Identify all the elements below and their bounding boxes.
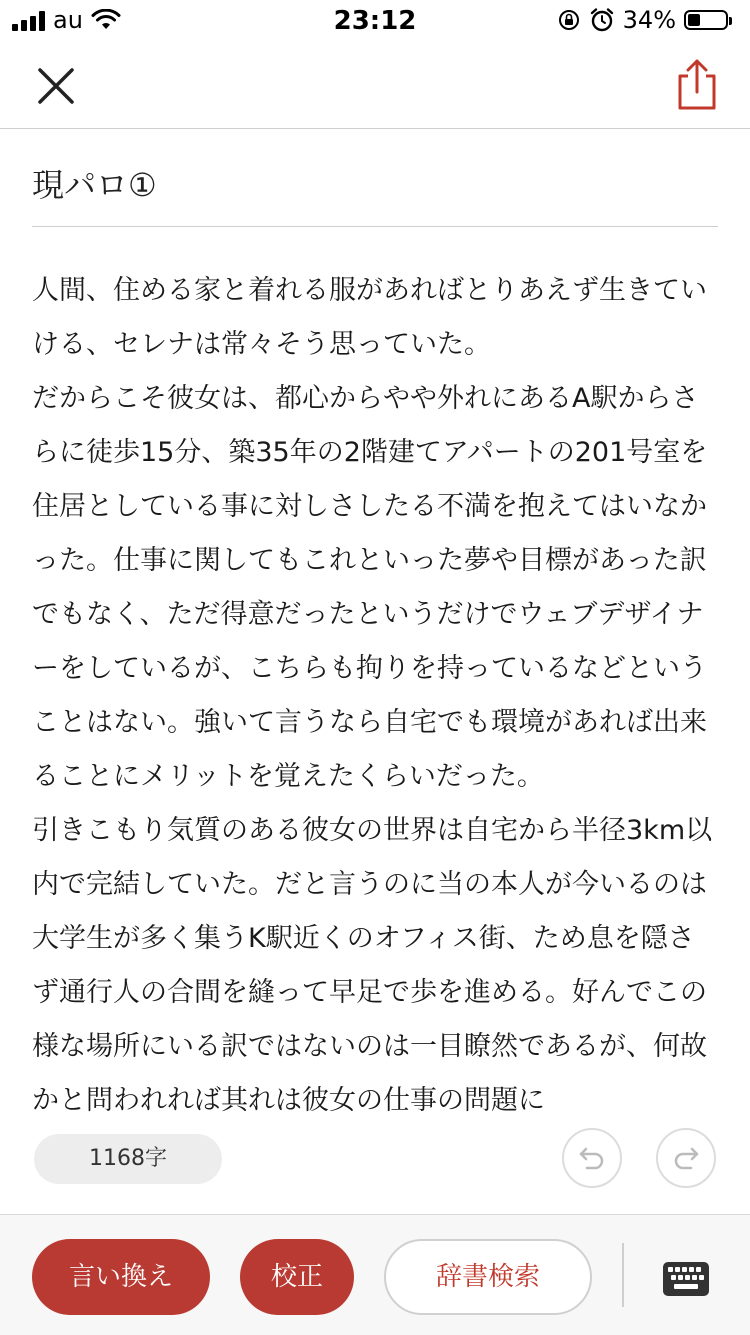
status-right (557, 6, 728, 34)
redo-button[interactable] (656, 1128, 716, 1188)
close-icon[interactable] (28, 58, 84, 114)
share-icon[interactable] (672, 56, 722, 112)
battery-percent: 34% (622, 6, 676, 34)
bottom-toolbar (0, 1214, 750, 1335)
paragraph: 引きこもり気質のある彼女の世界は自宅から半径3km以内で完結していた。だと言うのに当の本人が今いるのは大学生が多く集うK駅近くのオフィス街、ため息を隠さず通行人の合間を縫って早足で歩を進める。好んでこの様な場所にいる訳ではないのは一目瞭然であるが、何故かと問われれば其れは彼女の仕事の問題に (32, 815, 713, 1116)
title-divider (32, 226, 718, 227)
battery-icon (684, 10, 728, 30)
status-bar (0, 0, 750, 40)
document-body[interactable] (32, 264, 718, 1204)
carrier-name: au (53, 6, 83, 34)
char-count-badge: 1168字 (34, 1134, 222, 1184)
proofread-button[interactable]: 校正 (240, 1239, 354, 1315)
redo-icon (671, 1143, 701, 1173)
keyboard-icon[interactable] (662, 1259, 710, 1299)
paragraph: だからこそ彼女は、都心からやや外れにあるA駅からさらに徒歩15分、築35年の2階建てアパートの201号室を住居としている事に対しさしたる不満を抱えてはいなかった。仕事に関してもこれといった夢や目標があった訳でもなく、ただ得意だったというだけでウェブデザイナーをしているが、こちらも拘りを持っているなどということはない。強いて言うなら自宅でも環境があれば出来ることにメリットを覚えたくらいだった。 (32, 383, 708, 792)
alarm-icon (589, 7, 615, 33)
dictionary-search-button[interactable]: 辞書検索 (384, 1239, 592, 1315)
status-time: 23:12 (333, 6, 417, 36)
orientation-lock-icon (557, 8, 581, 32)
rephrase-button[interactable]: 言い換え (32, 1239, 210, 1315)
battery-level (688, 14, 700, 26)
undo-button[interactable] (562, 1128, 622, 1188)
document-title[interactable]: 現パロ① (32, 166, 157, 204)
editor-header (0, 40, 750, 129)
undo-icon (577, 1143, 607, 1173)
toolbar-divider (622, 1243, 624, 1307)
paragraph: 人間、住める家と着れる服があればとりあえず生きていける、セレナは常々そう思っていた。 (32, 275, 707, 360)
